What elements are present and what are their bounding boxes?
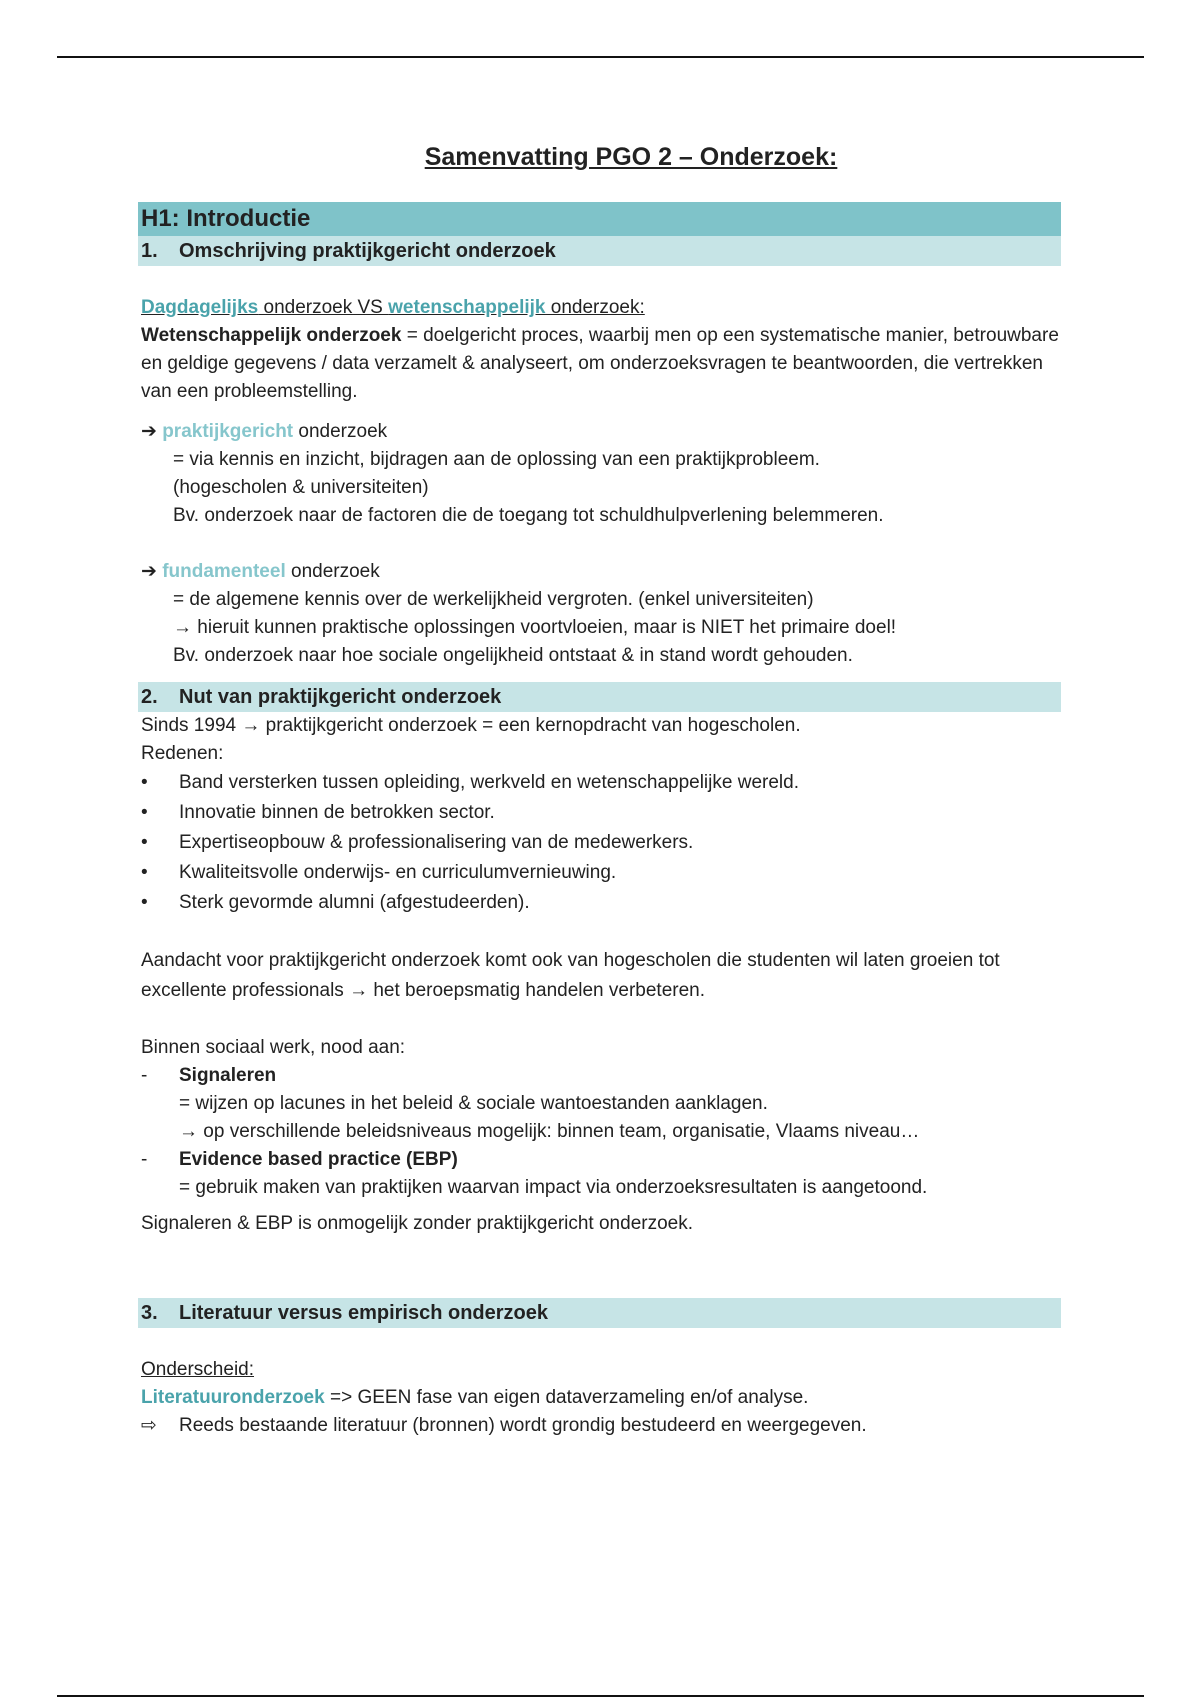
footer-rule (57, 1695, 1144, 1697)
section-heading-2 (138, 682, 1061, 712)
need-title: Signaleren (179, 1065, 277, 1086)
need-title: Evidence based practice (EBP) (179, 1149, 458, 1170)
list-item (141, 858, 1061, 888)
section-title: Nut van praktijkgericht onderzoek (179, 686, 502, 708)
praktijkgericht-line: = via kennis en inzicht, bijdragen aan de oplossing van een praktijkprobleem. (173, 449, 820, 470)
list-item (141, 828, 1061, 858)
need-item-ebp (141, 1146, 1061, 1202)
fundamenteel-line: = de algemene kennis over de werkelijkheid vergroten. (enkel universiteiten) (173, 589, 814, 610)
definition-paragraph (141, 322, 1061, 406)
literature-definition (141, 1384, 1061, 1412)
need-line: = wijzen op lacunes in het beleid & sociale wantoestanden aanklagen. (179, 1093, 768, 1114)
need-label: Binnen sociaal werk, nood aan: (141, 1037, 406, 1058)
section-number: 3. (141, 1302, 158, 1324)
list-item (141, 768, 1061, 798)
section-number: 1. (141, 240, 158, 262)
need-line: → op verschillende beleidsniveaus mogelijk: binnen team, organisatie, Vlaams niveau… (179, 1121, 920, 1142)
list-item-text: Kwaliteitsvolle onderwijs- en curriculumvernieuwing. (179, 862, 617, 883)
definition-text: = doelgericht proces, waarbij men op een systematische manier, betrouwbare en geldige gegevens / data verzamelt & analyseert, om onderzoeksvragen te beantwoorden, die vertrekken van een probleemstelling. (141, 325, 1059, 402)
fundamenteel-line: → hieruit kunnen praktische oplossingen voortvloeien, maar is NIET het primaire doel! (173, 617, 897, 638)
section-heading-1 (138, 236, 1061, 266)
arrow-icon: ➔ (141, 561, 157, 582)
praktijkgericht-rest: onderzoek (293, 421, 388, 442)
bullet-icon: • (141, 832, 148, 853)
list-item (141, 798, 1061, 828)
section-title: Literatuur versus empirisch onderzoek (179, 1302, 549, 1324)
section-title: Omschrijving praktijkgericht onderzoek (179, 240, 556, 262)
term-praktijkgericht: praktijkgericht (162, 421, 294, 442)
list-item-text: Expertiseopbouw & professionalisering van de medewerkers. (179, 832, 694, 853)
term-literatuuronderzoek: Literatuuronderzoek (141, 1387, 325, 1408)
dash-marker: - (141, 1149, 148, 1170)
list-item-text: Innovatie binnen de betrokken sector. (179, 802, 495, 823)
bullet-icon: • (141, 892, 148, 913)
list-item-text: Sterk gevormde alumni (afgestudeerden). (179, 892, 530, 913)
fundamenteel-rest: onderzoek (285, 561, 380, 582)
nut-intro: Sinds 1994 → praktijkgericht onderzoek = een kernopdracht van hogescholen. (141, 715, 801, 736)
term-fundamenteel: fundamenteel (162, 561, 286, 582)
praktijkgericht-line: Bv. onderzoek naar de factoren die de toegang tot schuldhulpverlening belemmeren. (173, 505, 884, 526)
literature-detail-text: Reeds bestaande literatuur (bronnen) wordt grondig bestudeerd en weergegeven. (179, 1415, 867, 1436)
fundamenteel-heading (141, 558, 1061, 586)
praktijkgericht-heading (141, 418, 1061, 446)
bullet-icon: • (141, 862, 148, 883)
literature-detail (141, 1412, 1061, 1440)
need-item-signaleren (141, 1062, 1061, 1146)
praktijkgericht-line: (hogescholen & universiteiten) (173, 477, 429, 498)
arrow-icon: ➔ (141, 421, 157, 442)
need-line: = gebruik maken van praktijken waarvan impact via onderzoeksresultaten is aangetoond. (179, 1177, 928, 1198)
document-body (141, 140, 1061, 1440)
comparison-middle: onderzoek VS (258, 297, 389, 318)
literature-text: => GEEN fase van eigen dataverzameling en/of analyse. (324, 1387, 809, 1408)
bullet-icon: • (141, 772, 148, 793)
list-item-text: Band versterken tussen opleiding, werkveld en wetenschappelijke wereld. (179, 772, 799, 793)
header-rule (57, 56, 1144, 58)
document-title: Samenvatting PGO 2 – Onderzoek: (424, 143, 838, 171)
conclusion: Signaleren & EBP is onmogelijk zonder praktijkgericht onderzoek. (141, 1213, 694, 1234)
hollow-arrow-icon: ⇨ (141, 1415, 157, 1436)
comparison-line (141, 294, 1061, 322)
term-dagdagelijks: Dagdagelijks (141, 297, 259, 318)
section-number: 2. (141, 686, 158, 708)
comparison-end: onderzoek: (545, 297, 645, 318)
definition-term: Wetenschappelijk onderzoek (141, 325, 402, 346)
chapter-heading: H1: Introductie (138, 202, 1061, 236)
section-heading-3 (138, 1298, 1061, 1328)
dash-marker: - (141, 1065, 148, 1086)
term-wetenschappelijk: wetenschappelijk (388, 297, 546, 318)
list-item (141, 888, 1061, 918)
fundamenteel-line: Bv. onderzoek naar hoe sociale ongelijkheid ontstaat & in stand wordt gehouden. (173, 645, 853, 666)
attention-paragraph: Aandacht voor praktijkgericht onderzoek komt ook van hogescholen die studenten wil laten groeien tot excellente professionals → het beroepsmatig handelen verbeteren. (141, 950, 1000, 1001)
reasons-list (141, 768, 1061, 918)
reasons-label: Redenen: (141, 743, 224, 764)
bullet-icon: • (141, 802, 148, 823)
difference-label: Onderscheid: (141, 1359, 255, 1380)
